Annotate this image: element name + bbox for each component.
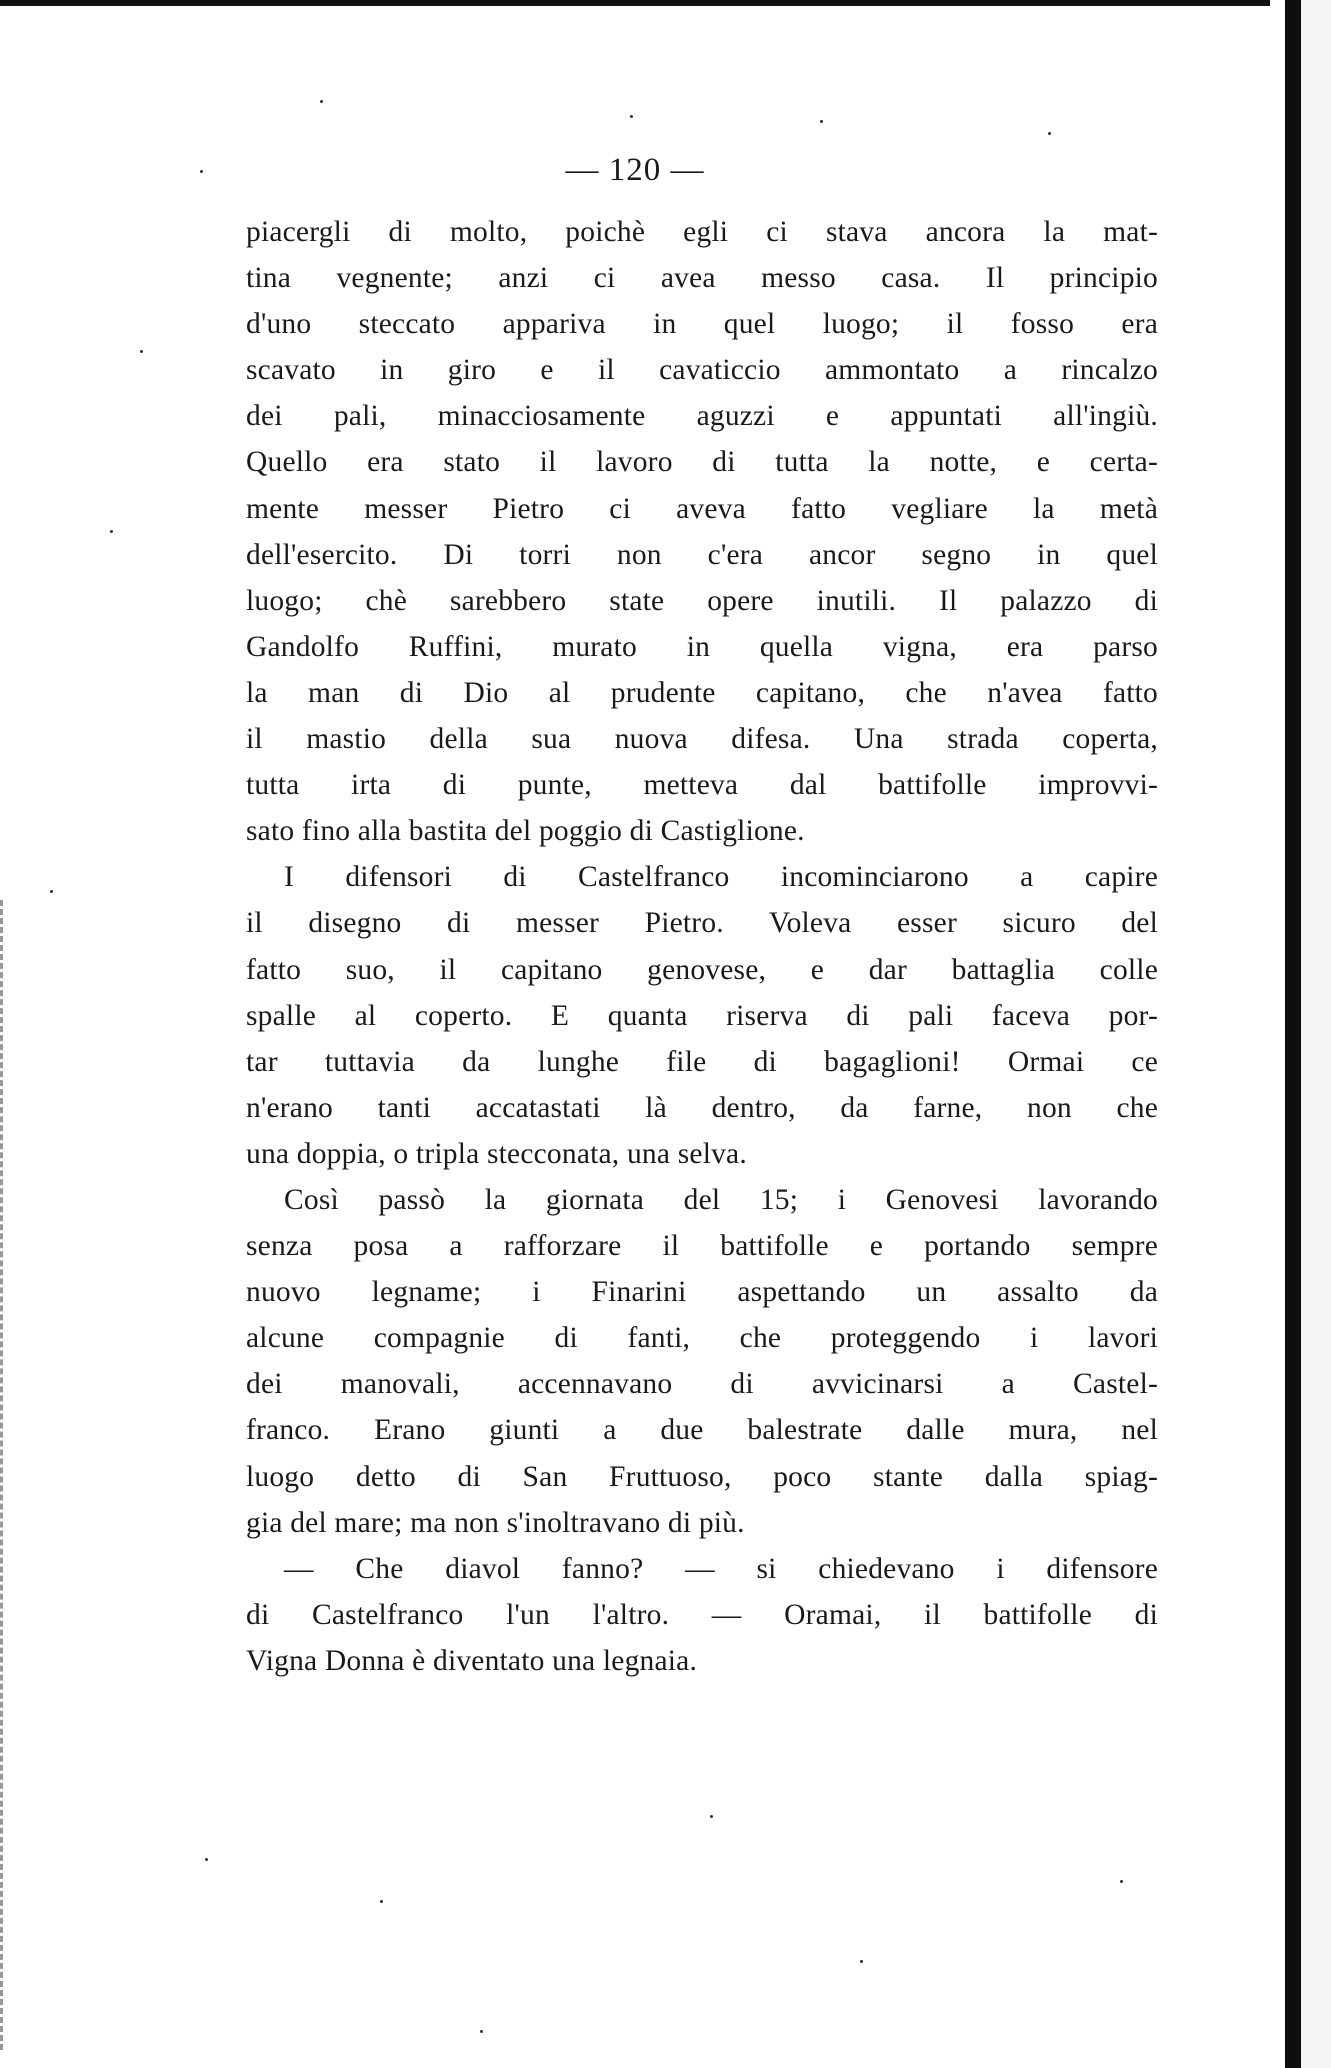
scan-margin xyxy=(1301,0,1331,2068)
scan-speck xyxy=(820,120,823,123)
text-line: I difensori di Castelfranco incominciarono a capire xyxy=(284,861,1158,894)
text-line: fatto suo, il capitano genovese, e dar battaglia colle xyxy=(246,953,1158,986)
page-top-edge xyxy=(0,0,1270,6)
paragraph xyxy=(246,209,1158,854)
page-number: — 120 — xyxy=(565,152,705,188)
scan-speck xyxy=(480,2030,483,2033)
scan-speck xyxy=(630,115,633,118)
text-line: dei manovali, accennavano di avvicinarsi a Castel- xyxy=(246,1368,1158,1401)
text-line: tar tuttavia da lunghe file di bagaglioni! Ormai ce xyxy=(246,1045,1158,1078)
text-line: n'erano tanti accatastati là dentro, da farne, non che xyxy=(246,1091,1158,1124)
text-line: il mastio della sua nuova difesa. Una strada coperta, xyxy=(246,723,1158,756)
text-line: franco. Erano giunti a due balestrate dalle mura, nel xyxy=(246,1414,1158,1447)
text-line: — Che diavol fanno? — si chiedevano i difensore xyxy=(284,1552,1158,1585)
text-line: senza posa a rafforzare il battifolle e portando sempre xyxy=(246,1230,1158,1263)
paragraph xyxy=(246,1546,1158,1684)
scan-speck xyxy=(50,890,53,893)
text-line: luogo detto di San Fruttuoso, poco stante dalla spiag- xyxy=(246,1460,1158,1493)
left-margin-scan-marks xyxy=(0,900,17,2050)
text-line: tina vegnente; anzi ci avea messo casa. Il principio xyxy=(246,262,1158,295)
scan-speck xyxy=(320,100,323,103)
text-line: Così passò la giornata del 15; i Genovesi lavorando xyxy=(284,1183,1158,1216)
text-line: spalle al coperto. E quanta riserva di pali faceva por- xyxy=(246,999,1158,1032)
text-line: mente messer Pietro ci aveva fatto vegliare la metà xyxy=(246,492,1158,525)
scan-speck xyxy=(1120,1880,1123,1883)
text-line: gia del mare; ma non s'inoltravano di più. xyxy=(246,1506,745,1539)
text-line: dei pali, minacciosamente aguzzi e appuntati all'ingiù. xyxy=(246,400,1158,433)
scan-speck xyxy=(110,530,113,533)
scan-speck xyxy=(1048,132,1051,135)
paragraph xyxy=(246,854,1158,1177)
text-line: il disegno di messer Pietro. Voleva esser sicuro del xyxy=(246,907,1158,940)
body-text xyxy=(246,209,1158,1684)
text-line: nuovo legname; i Finarini aspettando un assalto da xyxy=(246,1276,1158,1309)
scan-speck xyxy=(710,1815,713,1818)
text-line: la man di Dio al prudente capitano, che n'avea fatto xyxy=(246,676,1158,709)
text-line: di Castelfranco l'un l'altro. — Oramai, il battifolle di xyxy=(246,1598,1158,1631)
text-line: sato fino alla bastita del poggio di Castiglione. xyxy=(246,815,805,848)
text-line: dell'esercito. Di torri non c'era ancor segno in quel xyxy=(246,538,1158,571)
text-line: alcune compagnie di fanti, che proteggendo i lavori xyxy=(246,1322,1158,1355)
book-binding-edge xyxy=(1285,0,1301,2068)
text-line: scavato in giro e il cavaticcio ammontato a rincalzo xyxy=(246,354,1158,387)
scan-speck xyxy=(205,1858,208,1861)
text-line: d'uno steccato appariva in quel luogo; il fosso era xyxy=(246,308,1158,341)
text-line: Gandolfo Ruffini, murato in quella vigna, era parso xyxy=(246,630,1158,663)
paragraph xyxy=(246,1177,1158,1546)
scan-speck xyxy=(380,1900,383,1903)
scan-speck xyxy=(140,350,143,353)
text-line: Quello era stato il lavoro di tutta la notte, e certa- xyxy=(246,446,1158,479)
scan-speck xyxy=(860,1960,863,1963)
text-line: una doppia, o tripla stecconata, una selva. xyxy=(246,1137,747,1170)
text-line: tutta irta di punte, metteva dal battifolle improvvi- xyxy=(246,769,1158,802)
text-line: Vigna Donna è diventato una legnaia. xyxy=(246,1644,698,1677)
text-line: piacergli di molto, poichè egli ci stava ancora la mat- xyxy=(246,216,1158,248)
text-line: luogo; chè sarebbero state opere inutili. Il palazzo di xyxy=(246,584,1158,617)
